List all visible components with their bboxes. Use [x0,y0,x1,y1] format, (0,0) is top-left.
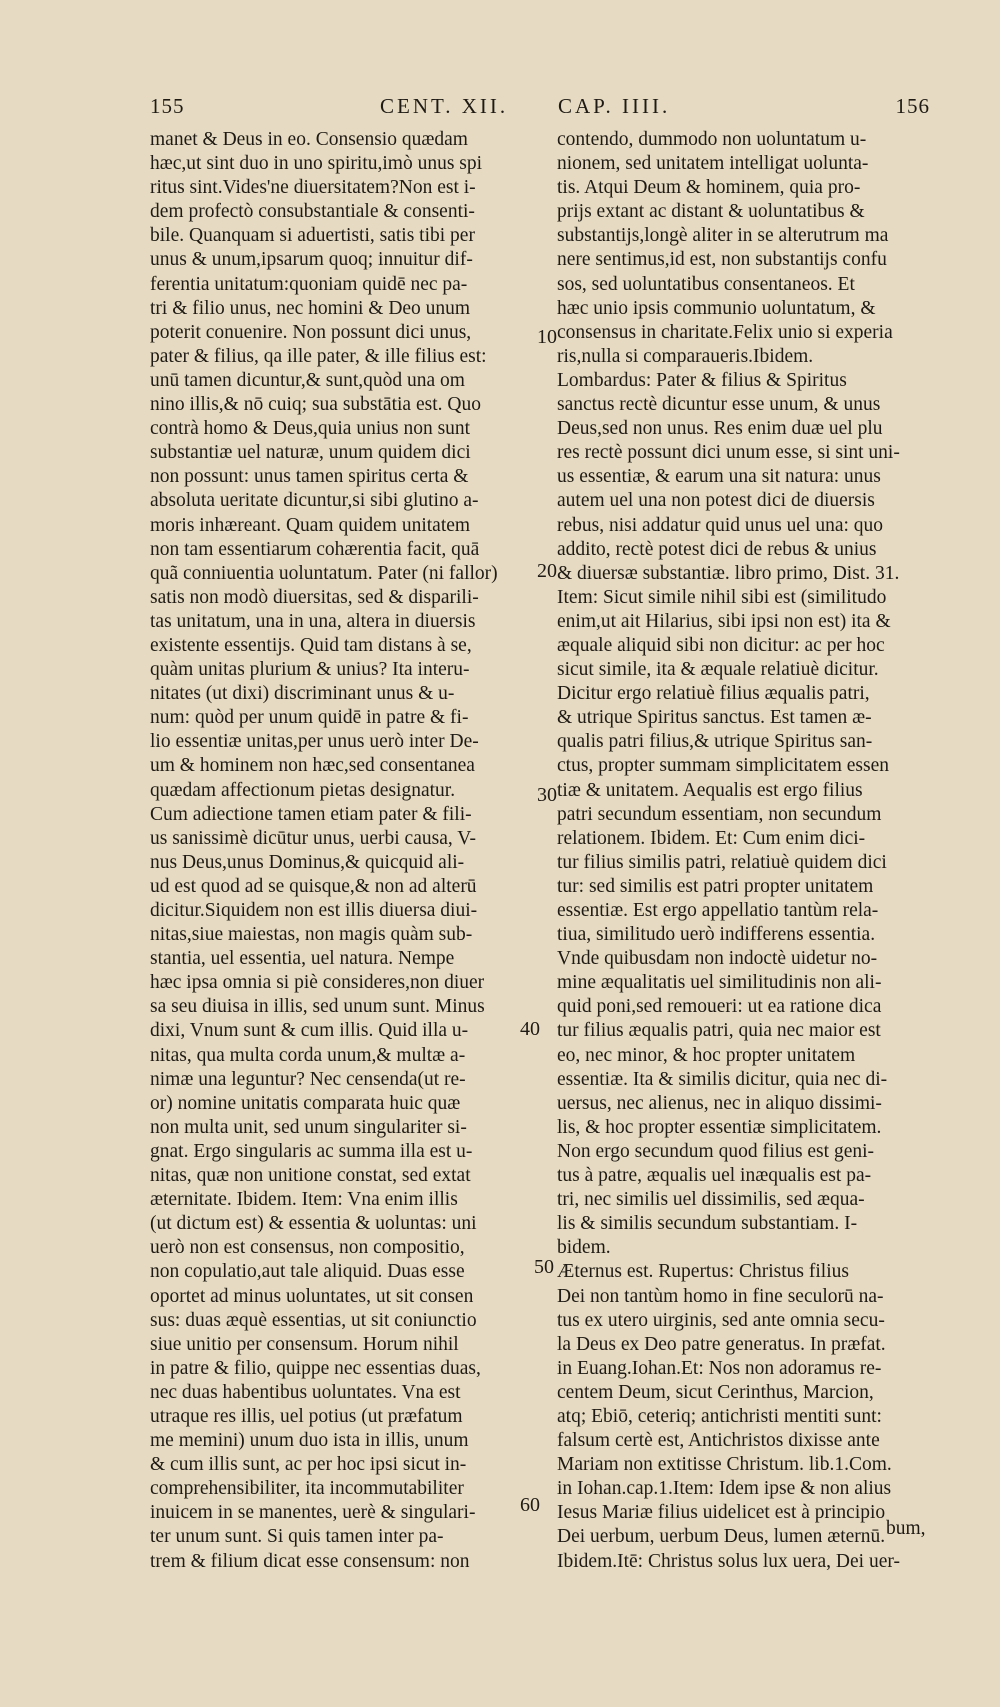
text-line: (ut dictum est) & essentia & uoluntas: uni [150,1213,477,1235]
text-line: unus & unum,ipsarum quoq; innuitur dif- [150,249,473,271]
text-line: ritus sint.Vides'ne diuersitatem?Non est i- [150,177,476,199]
text-line: utraque res illis, uel potius (ut præfatum [150,1405,463,1427]
text-line: nitates (ut dixi) discriminant unus & u- [150,683,455,705]
text-line: non copulatio,aut tale aliquid. Duas esse [150,1261,465,1283]
text-line: Dicitur ergo relatiuè filius æqualis patri, [557,683,870,705]
line-number-10: 10 [537,326,557,348]
text-line: quædam affectionum pietas designatur. [150,779,456,801]
text-line: in patre & filio, quippe nec essentias duas, [150,1357,481,1379]
page-number-right: 156 [895,94,930,118]
text-line: nino illis,& nō cuiq; sua substātia est. Quo [150,394,481,416]
text-line: sicut simile, ita & æquale relatiuè dicitur. [557,659,879,681]
text-line: moris inhæreant. Quam quidem unitatem [150,514,471,536]
text-line: Non ergo secundum quod filius est geni- [557,1140,875,1162]
text-line: bile. Quanquam si aduertisti, satis tibi per [150,225,475,247]
text-line: Æternus est. Rupertus: Christus filius [557,1261,849,1283]
text-line: bidem. [557,1237,611,1259]
text-line: in Iohan.cap.1.Item: Idem ipse & non alius [557,1478,892,1500]
text-line: ctus, propter summam simplicitatem essen [557,755,889,777]
line-number-60: 60 [520,1494,540,1516]
text-line: hæc ipsa omnia si piè consideres,non diuer [150,972,485,994]
text-line: consensus in charitate.Felix unio si experia [557,321,893,343]
text-line: quã conniuentia uoluntatum. Pater (ni fallor) [150,562,498,584]
text-line: essentiæ. Est ergo appellatio tantùm rela- [557,900,879,921]
text-line: nere sentimus,id est, non substantijs confu [557,249,887,271]
text-line: æquale aliquid sibi non dicitur: ac per hoc [557,634,885,656]
text-line: us sanissimè dicūtur unus, uerbi causa, V- [150,827,477,849]
text-line: manet & Deus in eo. Consensio quædam [150,129,468,150]
text-line: falsum certè est, Antichristos dixisse ante [557,1430,880,1452]
right-text-column [557,128,927,1574]
text-line: tri, nec similis uel dissimilis, sed æqua- [557,1189,865,1211]
text-line: dem profectò consubstantiale & consenti- [150,201,475,223]
text-line: dixi, Vnum sunt & cum illis. Quid illa u- [150,1020,469,1042]
text-line: tur filius similis patri, relatiuè quidem dici [557,851,887,873]
text-line: contrà homo & Deus,quia unius non sunt [150,418,471,440]
text-line: uerò non est consensus, non compositio, [150,1237,465,1259]
text-line: nitas, qua multa corda unum,& multæ a- [150,1044,466,1066]
text-line: la Deus ex Deo patre generatus. In præfat. [557,1333,886,1355]
text-line: Item: Sicut simile nihil sibi est (similitudo [557,586,887,608]
text-line: tus ex utero uirginis, sed ante omnia secu- [557,1309,885,1331]
text-line: ferentia unitatum:quoniam quidē nec pa- [150,273,468,295]
text-line: comprehensibiliter, ita incommutabiliter [150,1478,464,1500]
page-number-left: 155 [150,94,185,118]
text-line: autem uel una non potest dici de diuersis [557,490,875,512]
text-line: nitas, quæ non unitione constat, sed extat [150,1165,471,1187]
text-line: or) nomine unitatis comparata huic quæ [150,1092,461,1114]
text-line: tur: sed similis est patri propter unitatem [557,875,874,897]
text-line: nimæ una leguntur? Nec censenda(ut re- [150,1068,466,1090]
text-line: tiua, similitudo uerò indifferens essentia. [557,924,876,946]
line-number-40: 40 [520,1018,540,1040]
text-line: dicitur.Siquidem non est illis diuersa diui- [150,900,478,921]
text-line: in Euang.Iohan.Et: Nos non adoramus re- [557,1357,882,1379]
text-line: Dei uerbum, uerbum Deus, lumen æternū. [557,1526,886,1548]
text-line: prijs extant ac distant & uoluntatibus & [557,201,865,223]
text-line: tiæ & unitatem. Aequalis est ergo filius [557,779,863,801]
line-number-50: 50 [534,1256,554,1278]
running-header [150,94,930,124]
text-line: rebus, nisi addatur quid unus uel una: quo [557,514,884,536]
text-line: num: quòd per unum quidē in patre & fi- [150,707,469,729]
text-line: sus: duas æquè essentias, ut sit coniunctio [150,1309,477,1331]
text-line: Iesus Mariæ filius uidelicet est à principio [557,1502,886,1524]
text-line: quàm unitas plurium & unius? Ita interu- [150,659,470,681]
text-line: hæc,ut sint duo in uno spiritu,imò unus spi [150,153,483,175]
text-line: ud est quod ad se quisque,& non ad alterū [150,875,477,897]
catchword: bum, [886,1518,926,1539]
text-line: ter unum sunt. Si quis tamen inter pa- [150,1526,444,1548]
text-line: sa seu diuisa in illis, sed unum sunt. Minus [150,996,485,1018]
text-line: ris,nulla si comparaueris.Ibidem. [557,345,814,367]
line-number-20: 20 [537,560,557,582]
text-line: contendo, dummodo non uoluntatum u- [557,129,867,150]
text-line: mine æqualitatis uel similitudinis non ali- [557,972,882,994]
text-line: & diuersæ substantiæ. libro primo, Dist. 31. [557,562,900,584]
text-line: stantia, uel essentia, uel natura. Nempe [150,948,455,970]
text-line: non tam essentiarum cohærentia facit, quā [150,538,480,560]
text-line: me memini) unum duo ista in illis, unum [150,1430,469,1452]
text-line: Lombardus: Pater & filius & Spiritus [557,369,847,391]
text-line: Vnde quibusdam non indoctè uidetur no- [557,948,878,970]
text-line: relationem. Ibidem. Et: Cum enim dici- [557,827,866,849]
text-line: tur filius æqualis patri, quia nec maior est [557,1020,881,1042]
text-line: res rectè possunt dici unum esse, si sint uni- [557,442,900,464]
text-line: nionem, sed unitatem intelligat uolunta- [557,153,869,175]
text-line: substantiæ uel naturæ, unum quidem dici [150,442,471,464]
text-line: pater & filius, qa ille pater, & ille filius est: [150,345,487,367]
text-line: centem Deum, sicut Cerinthus, Marcion, [557,1381,874,1403]
text-line: nec duas habentibus uoluntates. Vna est [150,1381,461,1403]
text-line: quid poni,sed remoueri: ut ea ratione dica [557,996,882,1018]
text-line: existente essentijs. Quid tam distans à se, [150,634,472,656]
left-text-column [150,128,540,1574]
text-line: nitas,siue maiestas, non magis quàm sub- [150,924,473,946]
text-line: Dei non tantùm homo in fine seculorū na- [557,1285,884,1307]
text-line: patri secundum essentiam, non secundum [557,803,882,825]
text-line: unū tamen dicuntur,& sunt,quòd una om [150,369,465,391]
text-line: um & hominem non hæc,sed consentanea [150,755,475,777]
text-line: siue unitio per consensum. Horum nihil [150,1333,459,1355]
text-line: hæc unio ipsis communio uoluntatum, & [557,297,876,319]
text-line: tas unitatum, una in una, altera in diuersis [150,610,476,632]
text-line: Ibidem.Itē: Christus solus lux uera, Dei uer- [557,1550,900,1572]
text-line: qualis patri filius,& utrique Spiritus san- [557,731,873,753]
text-line: sanctus rectè dicuntur esse unum, & unus [557,394,881,416]
text-line: enim,ut ait Hilarius, sibi ipsi non est) ita & [557,610,891,632]
running-title-left: CENT. XII. [380,94,509,118]
text-line: trem & filium dicat esse consensum: non [150,1550,470,1572]
text-line: non multa unit, sed unum singulariter si- [150,1116,467,1138]
text-line: absoluta ueritate dicuntur,si sibi glutino a- [150,490,479,512]
text-line: tus à patre, æqualis uel inæqualis est pa- [557,1165,872,1187]
text-line: essentiæ. Ita & similis dicitur, quia nec di- [557,1068,888,1090]
text-line: æternitate. Ibidem. Item: Vna enim illis [150,1189,458,1211]
running-title-right: CAP. IIII. [558,94,671,118]
text-line: Mariam non extitisse Christum. lib.1.Com. [557,1454,892,1476]
text-line: nus Deus,unus Dominus,& quicquid ali- [150,851,465,873]
text-line: non possunt: unus tamen spiritus certa & [150,466,469,488]
text-line: Cum adiectione tamen etiam pater & fili- [150,803,472,825]
text-line: & utrique Spiritus sanctus. Est tamen æ- [557,707,872,729]
text-line: gnat. Ergo singularis ac summa illa est u- [150,1140,473,1162]
text-line: us essentiæ, & earum una sit natura: unus [557,466,881,488]
text-line: tri & filio unus, nec homini & Deo unum [150,297,471,319]
text-line: sos, sed uoluntatibus consentaneos. Et [557,273,855,295]
line-number-30: 30 [537,784,557,806]
text-line: addito, rectè potest dici de rebus & unius [557,538,877,560]
text-line: satis non modò diuersitas, sed & disparili- [150,586,479,608]
text-line: substantijs,longè aliter in se alterutrum ma [557,225,889,247]
text-line: atq; Ebiō, ceteriq; antichristi mentiti sunt: [557,1405,882,1427]
text-line: uersus, nec alienus, nec in aliquo dissimi- [557,1092,882,1114]
text-line: inuicem in se manentes, uerè & singulari- [150,1502,476,1524]
text-line: lis, & hoc propter essentiæ simplicitatem. [557,1116,882,1138]
text-line: lio essentiæ unitas,per unus uerò inter De- [150,731,479,753]
text-line: tis. Atqui Deum & hominem, quia pro- [557,177,861,199]
text-line: Deus,sed non unus. Res enim duæ uel plu [557,418,883,440]
text-line: oportet ad minus uoluntates, ut sit consen [150,1285,474,1307]
text-line: & cum illis sunt, ac per hoc ipsi sicut in- [150,1454,467,1476]
text-line: lis & similis secundum substantiam. I- [557,1213,858,1235]
text-line: eo, nec minor, & hoc propter unitatem [557,1044,856,1066]
text-line: poterit conuenire. Non possunt dici unus, [150,321,472,343]
